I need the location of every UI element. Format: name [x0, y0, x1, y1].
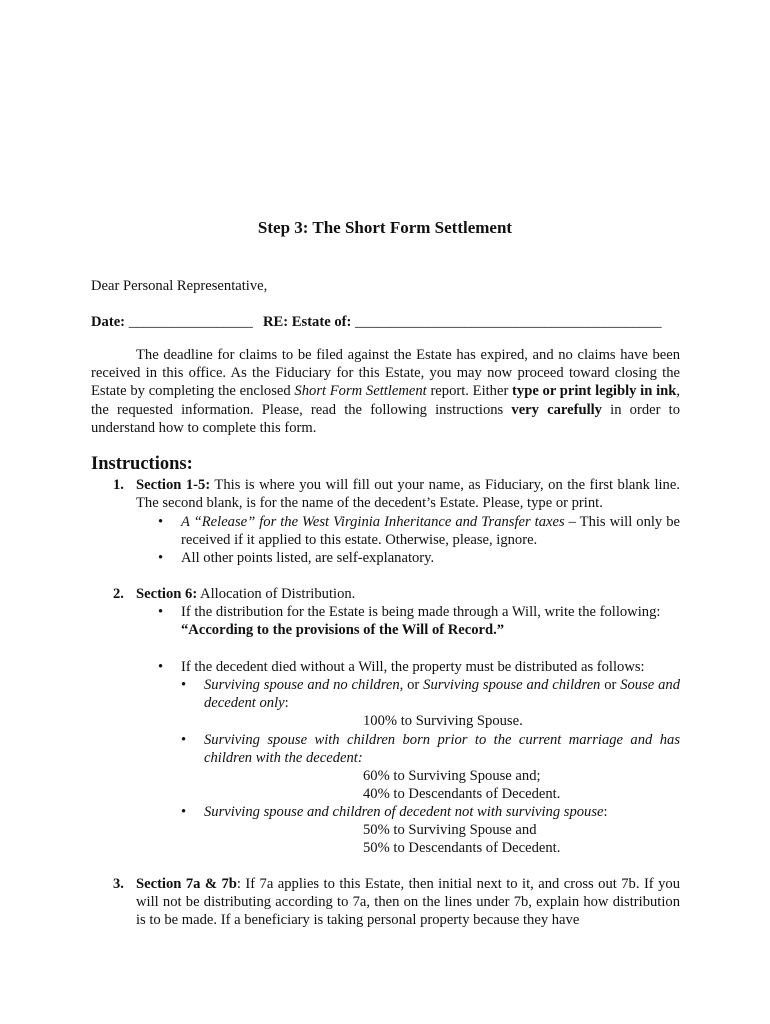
case-1-italic-2: Surviving spouse and children: [423, 677, 601, 693]
estate-label: RE: Estate of:: [263, 314, 352, 330]
case-1-bullet: •: [181, 677, 187, 693]
case-3-value-2: 50% to Descendants of Decedent.: [363, 840, 561, 856]
section-2-text: [136, 585, 355, 603]
section-3-label: Section 7a & 7b: [136, 876, 237, 892]
case-1-italic-1: Surviving spouse and no children: [204, 677, 400, 693]
release-text: – This will only be received if it applied to this estate. Otherwise, please, ignore.: [181, 514, 680, 549]
case-3-italic: Surviving spouse and children of decedent not with surviving spouse: [204, 804, 604, 820]
section-3-text: [136, 875, 680, 930]
section-1-number: 1.: [113, 477, 124, 493]
intro-text-4: in order to understand how to complete this form.: [91, 401, 680, 436]
estate-blank: __________________________________________: [355, 314, 662, 330]
section-1-bullet-1: •: [158, 514, 164, 530]
case-3-colon: :: [603, 804, 608, 820]
intro-paragraph: [91, 346, 680, 437]
date-line: [91, 313, 253, 331]
case-1-text-1: , or: [399, 677, 424, 693]
case-3-text: [204, 803, 608, 821]
case-3-value-1: 50% to Surviving Spouse and: [363, 822, 537, 838]
case-1-text-3: :: [284, 695, 289, 712]
intro-text-1: The deadline for claims to be filed against the Estate has expired, and no claims have been received in this office. As the Fiduciary for this Estate, you may now proceed toward closing the Estate by completing the enclosed: [91, 347, 680, 400]
section-2-bullet-1: •: [158, 604, 164, 620]
case-2-value-1: 60% to Surviving Spouse and;: [363, 768, 541, 784]
section-1-item-2: All other points listed, are self-explanatory.: [181, 550, 435, 566]
section-2-item-2: If the decedent died without a Will, the property must be distributed as follows:: [181, 659, 645, 675]
case-1-italic-3: Souse and decedent only: [204, 677, 680, 712]
salutation: Dear Personal Representative,: [91, 278, 268, 294]
section-2-label: Section 6:: [136, 586, 198, 602]
intro-bold-2: very carefully: [511, 401, 602, 418]
estate-line: [263, 313, 661, 331]
section-2-number: 2.: [113, 586, 124, 602]
date-label: Date:: [91, 314, 126, 330]
section-2-body: Allocation of Distribution.: [197, 586, 356, 602]
section-1-body: This is where you will fill out your name, as Fiduciary, on the first blank line. The second blank, is for the name of the decedent’s Estate. Please, type or print.: [136, 477, 680, 512]
section-1-item-1: [181, 513, 680, 549]
release-italic: A “Release” for the West Virginia Inheritance and Transfer taxes: [181, 514, 565, 530]
will-instruction: If the distribution for the Estate is being made through a Will, write the following:: [181, 604, 661, 620]
section-2-item-1: [181, 603, 680, 639]
section-1-text: [136, 476, 680, 512]
intro-text-2: report. Either: [426, 383, 513, 400]
section-3-body: : If 7a applies to this Estate, then initial next to it, and cross out 7b. If you will not be distributing according to 7a, then on the lines under 7b, explain how distribution is to be made. If a beneficiary is taking personal property because they have: [136, 876, 680, 929]
section-2-bullet-2: •: [158, 659, 164, 675]
page-title: Step 3: The Short Form Settlement: [257, 218, 513, 237]
instructions-heading: Instructions:: [91, 454, 193, 474]
case-1-value-1: 100% to Surviving Spouse.: [363, 713, 523, 729]
intro-bold-1: type or print legibly in ink: [512, 383, 677, 400]
section-3-number: 3.: [113, 876, 124, 892]
will-of-record-text: “According to the provisions of the Will of Record.”: [181, 622, 505, 639]
case-2-bullet: •: [181, 732, 187, 748]
intro-italic: Short Form Settlement: [294, 383, 427, 400]
case-2-text: Surviving spouse with children born prior to the current marriage and has children with the decedent:: [204, 732, 680, 767]
section-1-label: Section 1-5:: [136, 477, 211, 493]
date-blank: _________________: [128, 314, 253, 330]
section-1-bullet-2: •: [158, 550, 164, 566]
case-1-text: [204, 676, 680, 712]
case-3-bullet: •: [181, 804, 187, 820]
case-1-text-2: or: [600, 677, 621, 693]
case-2-value-2: 40% to Descendants of Decedent.: [363, 786, 561, 802]
intro-text-3: , the requested information. Please, read the following instructions: [91, 383, 681, 418]
